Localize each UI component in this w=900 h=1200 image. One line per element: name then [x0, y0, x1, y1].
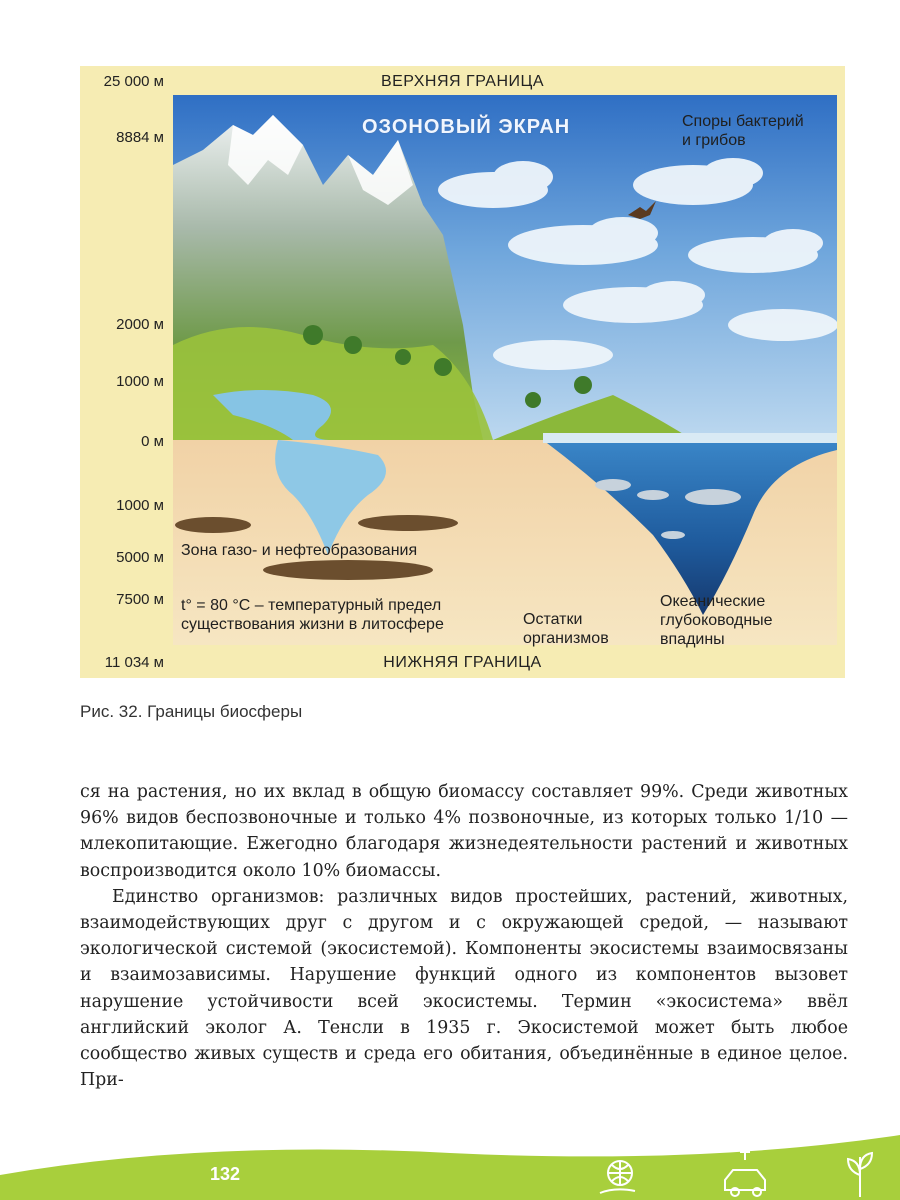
beach — [543, 433, 837, 443]
spores-label-1: Споры бактерий — [682, 113, 804, 130]
trench-label-3: впадины — [660, 631, 725, 648]
paragraph: Единство организмов: различных видов простейших, растений, животных, взаимодействующих друг с другом и с окружающей средой, — называют экологической системой (экосистемой). Компоненты экосистемы взаимосвязаны и взаимозависимы. Нарушение функций одного из компонентов вызовет нарушение устойчивости всей экосистемы. Термин «экосистема» ввёл английский эколог А. Тенсли в 1935 г. Экосистемой может быть любое сообщество живых существ и среда его обитания, объединённые в единое целое. При- — [80, 886, 848, 1091]
body-text — [80, 779, 848, 1093]
paragraph: ся на растения, но их вклад в общую биомассу составляет 99%. Среди животных 96% видов беспозвоночные и только 4% позвоночные, из которых только 1/10 — млекопитающие. Ежегодно благодаря жизнедеятельности растений и животных воспроизводится около 10% биомассы. — [80, 782, 848, 881]
upper-boundary-title: ВЕРХНЯЯ ГРАНИЦА — [380, 73, 545, 90]
altitude-label: 0 м — [141, 433, 164, 450]
altitude-label: 7500 м — [116, 591, 164, 608]
biosphere-illustration — [173, 95, 837, 645]
trench-label-1: Океанические — [660, 593, 766, 610]
figure-caption: Рис. 32. Границы биосферы — [80, 702, 303, 721]
lower-boundary-title: НИЖНЯЯ ГРАНИЦА — [383, 654, 542, 671]
altitude-label: 1000 м — [116, 373, 164, 390]
altitude-label: 11 034 м — [104, 654, 164, 671]
gas-zone-label: Зона газо- и нефтеобразования — [181, 542, 418, 559]
remains-label-1: Остатки — [523, 611, 583, 628]
temperature-limit-label-2: существования жизни в литосфере — [181, 616, 444, 633]
page-number: 132 — [210, 1164, 241, 1184]
temperature-limit-label-1: t° = 80 °С – температурный предел — [181, 597, 442, 614]
landscape-drawing — [173, 95, 837, 645]
remains-label-2: организмов — [523, 630, 609, 647]
biosphere-figure — [80, 66, 845, 678]
altitude-label: 2000 м — [116, 316, 164, 333]
spores-label-2: и грибов — [682, 132, 746, 149]
ozone-layer-label: ОЗОНОВЫЙ ЭКРАН — [362, 116, 571, 138]
altitude-label: 1000 м — [116, 497, 164, 514]
trench-label-2: глубоководные — [660, 612, 773, 629]
page-footer — [0, 1135, 900, 1200]
altitude-label: 8884 м — [116, 129, 164, 146]
altitude-label: 5000 м — [116, 549, 164, 566]
altitude-label: 25 000 м — [103, 73, 164, 90]
